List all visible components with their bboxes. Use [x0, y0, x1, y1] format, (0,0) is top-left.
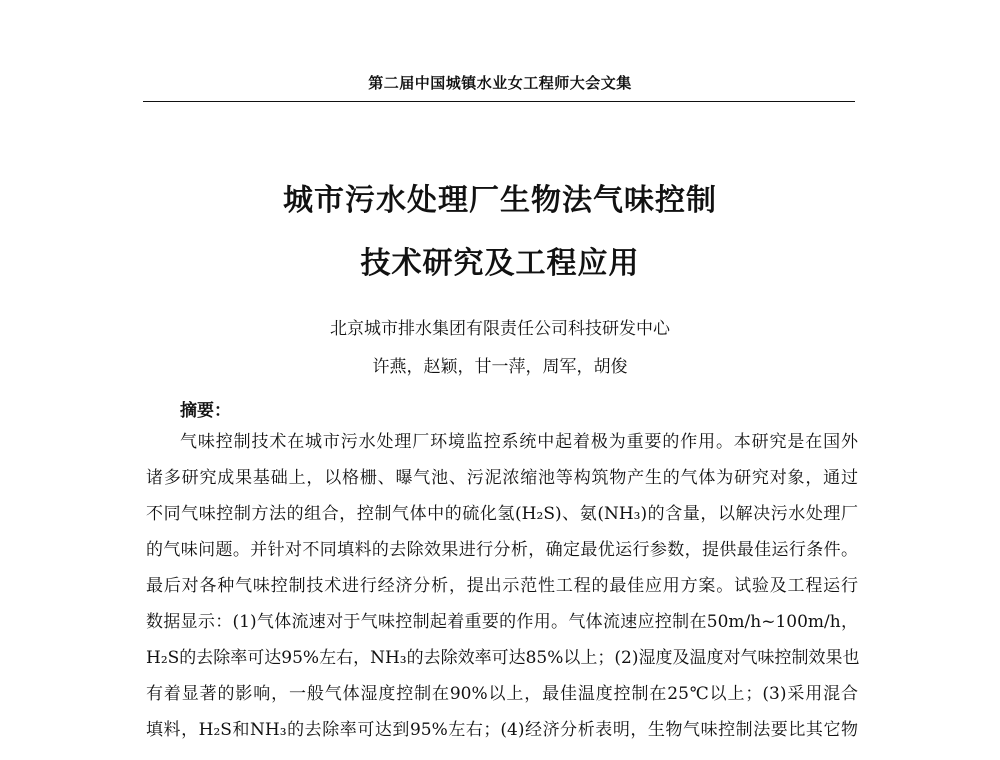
author-list: 许燕，赵颖，甘一萍，周军，胡俊	[372, 357, 628, 377]
abstract-label: 摘要：	[180, 401, 231, 421]
abstract-line: 最后对各种气味控制技术进行经济分析，提出示范性工程的最佳应用方案。试验及工程运行	[146, 576, 858, 596]
abstract-line: 不同气味控制方法的组合，控制气体中的硫化氢(H₂S)、氨(NH₃)的含量，以解决污水处理厂	[146, 504, 858, 524]
running-header: 第二届中国城镇水业女工程师大会文集	[368, 74, 632, 92]
header-rule	[143, 101, 855, 102]
abstract-line: 的气味问题。并针对不同填料的去除效果进行分析，确定最优运行参数，提供最佳运行条件。	[146, 540, 858, 560]
abstract-line: H₂S的去除率可达95%左右，NH₃的去除效率可达85%以上；(2)湿度及温度对气味控制效果也	[146, 648, 860, 668]
abstract-line: 气味控制技术在城市污水处理厂环境监控系统中起着极为重要的作用。本研究是在国外	[180, 432, 858, 452]
abstract-line: 有着显著的影响，一般气体湿度控制在90%以上，最佳温度控制在25℃以上；(3)采用混合	[146, 684, 858, 704]
abstract-line: 诸多研究成果基础上，以格栅、曝气池、污泥浓缩池等构筑物产生的气体为研究对象，通过	[146, 468, 858, 488]
abstract-line: 数据显示：(1)气体流速对于气味控制起着重要的作用。气体流速应控制在50m/h~100m/h，	[146, 612, 858, 632]
abstract-body	[146, 424, 858, 748]
abstract-line: 填料，H₂S和NH₃的去除率可达到95%左右；(4)经济分析表明，生物气味控制法要比其它物	[146, 720, 858, 740]
paper-title-line-1: 城市污水处理厂生物法气味控制	[283, 183, 717, 218]
paper-title-line-2: 技术研究及工程应用	[360, 246, 640, 281]
affiliation: 北京城市排水集团有限责任公司科技研发中心	[330, 319, 670, 339]
